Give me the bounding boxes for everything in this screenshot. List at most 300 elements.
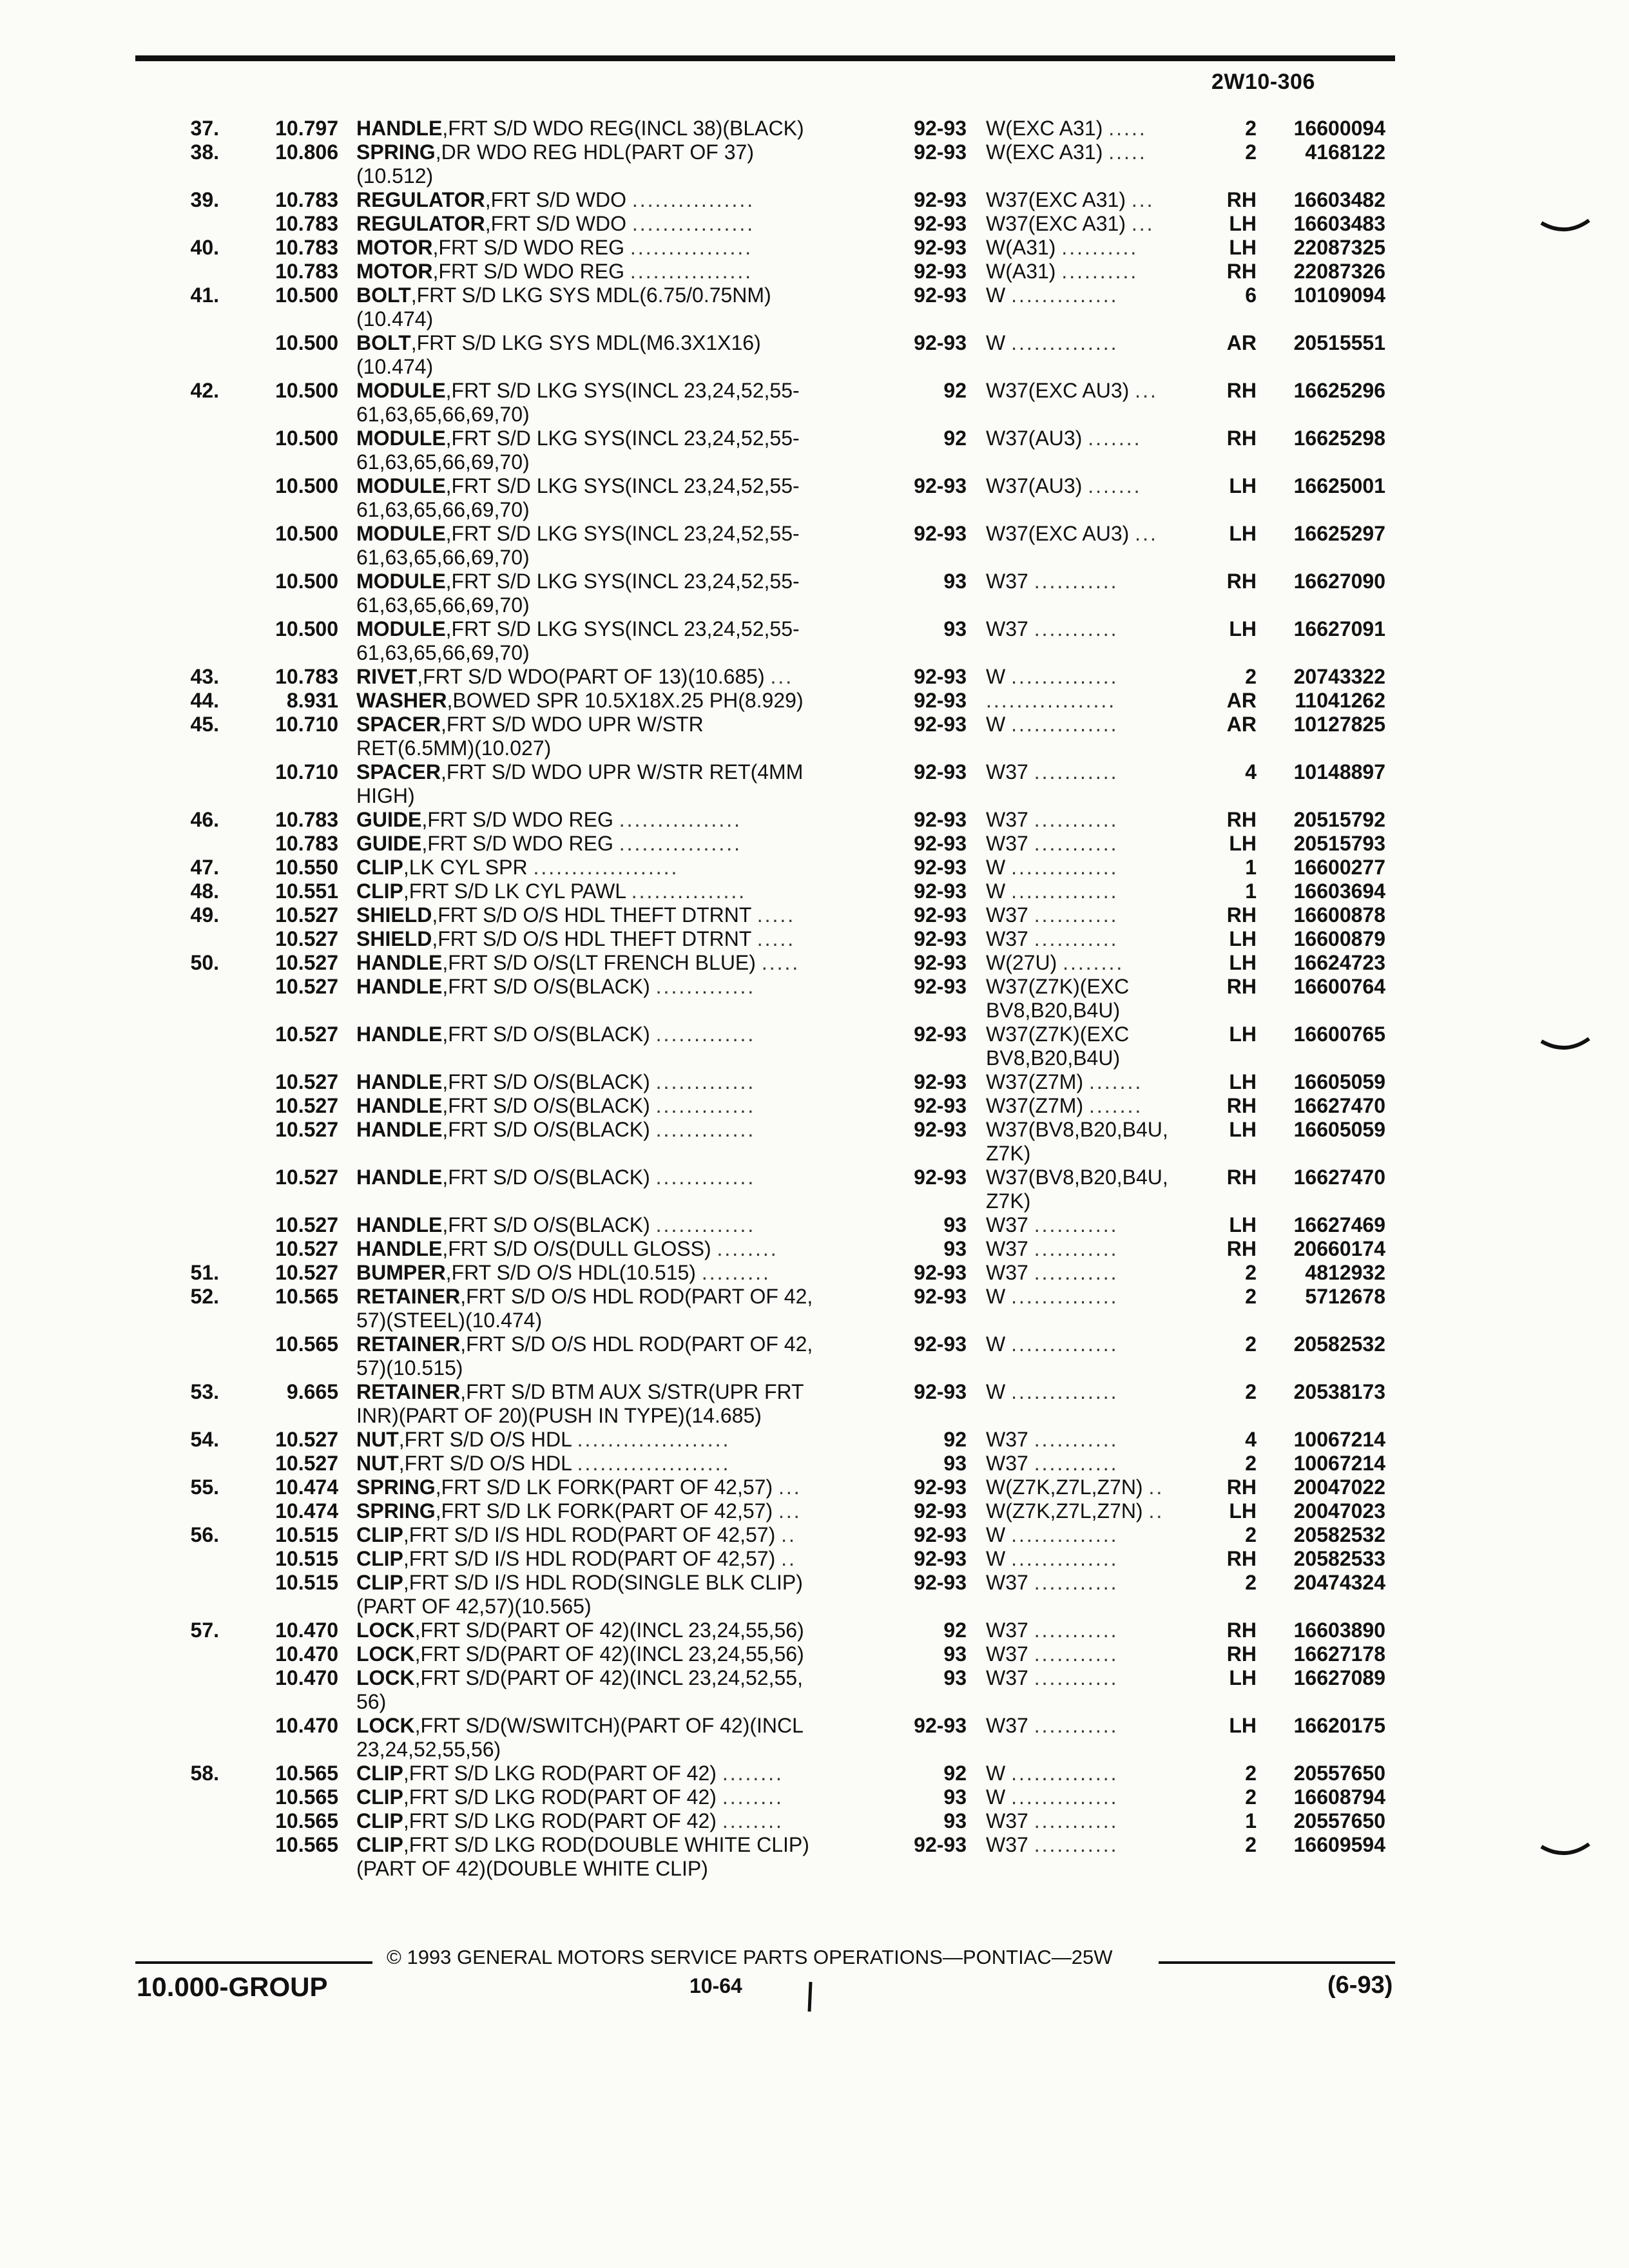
model-year: 92-93	[914, 689, 967, 712]
quantity: LH	[1229, 474, 1257, 497]
part-name: NUT	[356, 1428, 399, 1451]
part-description	[356, 1380, 885, 1403]
leader-dots: ..	[781, 1523, 796, 1546]
model-code: W(Z7K,Z7L,Z7N)	[986, 1499, 1143, 1523]
quantity: 1	[1245, 879, 1257, 903]
leader-dots: .......	[1089, 1094, 1143, 1117]
table-row-continuation	[0, 736, 1629, 760]
leader-dots: ...........	[1034, 808, 1119, 831]
quantity: RH	[1226, 188, 1257, 211]
group-number: 10.527	[275, 927, 338, 950]
part-description	[356, 1213, 885, 1236]
table-row-continuation	[0, 1595, 1629, 1619]
quantity: AR	[1226, 689, 1257, 712]
binder-hole-mark	[1540, 218, 1592, 237]
model-code: W37	[986, 760, 1028, 783]
leader-dots: .............	[655, 1070, 756, 1093]
group-number: 10.470	[275, 1714, 338, 1737]
leader-dots: ...........	[1034, 1213, 1119, 1236]
leader-dots: ........	[1063, 951, 1124, 974]
quantity: RH	[1226, 379, 1257, 402]
part-name: HANDLE	[356, 117, 443, 140]
model-year: 92-93	[914, 1475, 967, 1499]
table-row	[0, 617, 1629, 641]
group-number: 10.527	[275, 1428, 338, 1451]
part-detail: ,FRT S/D O/S(BLACK)	[442, 1118, 650, 1141]
model-year: 92-93	[914, 713, 967, 736]
part-detail: ,FRT S/D WDO	[485, 212, 626, 235]
part-name: SPACER	[356, 713, 441, 736]
part-detail: ,FRT S/D LKG SYS(INCL 23,24,52,55-	[445, 522, 800, 545]
part-detail: ,FRT S/D WDO	[485, 188, 626, 211]
model-usage	[986, 1166, 1205, 1189]
model-code: W37	[986, 1833, 1028, 1856]
table-row	[0, 1428, 1629, 1452]
part-name: HANDLE	[356, 1118, 443, 1141]
part-detail: ,FRT S/D LKG SYS(INCL 23,24,52,55-	[445, 427, 800, 450]
part-description	[356, 903, 885, 927]
table-row	[0, 1833, 1629, 1857]
leader-dots: ..	[1148, 1499, 1164, 1523]
table-row	[0, 236, 1629, 260]
quantity: 4	[1245, 760, 1257, 783]
part-name: HANDLE	[356, 1023, 443, 1046]
part-number: 20557650	[1293, 1762, 1385, 1785]
table-row	[0, 331, 1629, 355]
part-number: 20582532	[1293, 1332, 1385, 1356]
quantity: RH	[1226, 260, 1257, 283]
leader-dots: ....................	[577, 1452, 731, 1475]
table-row	[0, 1571, 1629, 1595]
model-code: W37	[986, 1571, 1028, 1594]
table-row	[0, 1666, 1629, 1690]
part-detail: ,FRT S/D LKG ROD(DOUBLE WHITE CLIP)	[403, 1833, 809, 1856]
part-detail: ,FRT S/D O/S(LT FRENCH BLUE)	[442, 951, 756, 974]
group-number: 10.797	[275, 117, 338, 140]
model-year: 92-93	[914, 140, 967, 164]
part-name: CLIP	[356, 1571, 403, 1594]
part-number: 16600879	[1293, 927, 1385, 950]
leader-dots: ................	[630, 236, 753, 259]
quantity: LH	[1229, 617, 1257, 640]
part-description	[356, 1452, 885, 1475]
model-usage	[986, 975, 1205, 998]
part-detail: ,FRT S/D LKG SYS(INCL 23,24,52,55-	[445, 617, 800, 640]
quantity: LH	[1229, 522, 1257, 545]
part-number: 20582532	[1293, 1523, 1385, 1546]
part-name: MODULE	[356, 617, 446, 640]
part-description	[356, 1475, 885, 1499]
leader-dots: .....	[1108, 117, 1147, 140]
model-usage	[986, 903, 1205, 927]
part-detail: ,FRT S/D LKG SYS(INCL 23,24,52,55-	[445, 379, 800, 402]
part-number: 16608794	[1293, 1785, 1385, 1809]
ink-mark	[804, 1981, 817, 2013]
group-number: 10.565	[275, 1833, 338, 1856]
table-row	[0, 1166, 1629, 1189]
part-name: SPRING	[356, 140, 436, 164]
part-description	[356, 284, 885, 307]
leader-dots: ...	[770, 665, 794, 688]
group-number: 10.527	[275, 951, 338, 974]
part-description: 61,63,65,66,69,70)	[356, 546, 530, 569]
quantity: AR	[1226, 331, 1257, 354]
model-code: W37	[986, 1261, 1028, 1284]
table-row	[0, 1452, 1629, 1475]
leader-dots: ...........	[1034, 617, 1119, 640]
leader-dots: ...........	[1034, 1809, 1119, 1832]
ref-number: 48.	[190, 879, 219, 903]
part-number: 20047023	[1293, 1499, 1385, 1523]
part-description: 61,63,65,66,69,70)	[356, 403, 530, 426]
model-code: W37	[986, 1619, 1028, 1642]
model-code: W37(EXC AU3)	[986, 379, 1130, 402]
table-row	[0, 1714, 1629, 1738]
leader-dots: ...........	[1034, 570, 1119, 593]
table-row	[0, 1380, 1629, 1404]
model-code: W37	[986, 1452, 1028, 1475]
table-row-continuation	[0, 1404, 1629, 1428]
leader-dots: .................	[986, 689, 1117, 712]
model-usage	[986, 713, 1205, 736]
part-description	[356, 1571, 885, 1594]
leader-dots: ...	[778, 1499, 802, 1523]
model-usage	[986, 1833, 1205, 1856]
model-year: 92-93	[914, 117, 967, 140]
part-number: 16627090	[1293, 570, 1385, 593]
part-description: (PART OF 42,57)(10.565)	[356, 1595, 592, 1618]
table-row	[0, 379, 1629, 403]
part-description	[356, 1332, 885, 1356]
ref-number: 45.	[190, 713, 219, 736]
leader-dots: ...........	[1034, 1452, 1119, 1475]
quantity: 2	[1245, 1523, 1257, 1546]
part-name: HANDLE	[356, 1213, 443, 1236]
group-number: 10.565	[275, 1762, 338, 1785]
group-number: 10.470	[275, 1619, 338, 1642]
leader-dots: ...........	[1034, 760, 1119, 783]
model-usage	[986, 1094, 1205, 1117]
part-detail: ,FRT S/D O/S(BLACK)	[442, 1070, 650, 1093]
part-detail: ,FRT S/D WDO REG(INCL 38)(BLACK)	[442, 117, 804, 140]
model-usage	[986, 474, 1205, 497]
part-detail: ,FRT S/D LKG ROD(PART OF 42)	[403, 1785, 717, 1809]
part-number: 10127825	[1293, 713, 1385, 736]
part-name: MODULE	[356, 474, 446, 497]
table-row	[0, 1213, 1629, 1237]
group-number: 10.527	[275, 1070, 338, 1093]
part-description	[356, 856, 885, 879]
model-code: W37(Z7M)	[986, 1094, 1084, 1117]
table-row-continuation	[0, 1690, 1629, 1714]
table-row-continuation	[0, 307, 1629, 331]
model-code: W37(BV8,B20,B4U,	[986, 1118, 1168, 1141]
model-usage	[986, 1428, 1205, 1451]
part-description	[356, 1714, 885, 1737]
part-detail: ,FRT S/D(PART OF 42)(INCL 23,24,55,56)	[414, 1619, 804, 1642]
ref-number: 54.	[190, 1428, 219, 1451]
table-row	[0, 1094, 1629, 1118]
leader-dots: ...........	[1034, 1571, 1119, 1594]
leader-dots: ...	[1135, 379, 1158, 402]
quantity: 6	[1245, 284, 1257, 307]
group-number: 10.474	[275, 1499, 338, 1523]
part-number: 20538173	[1293, 1380, 1385, 1403]
ref-number: 37.	[190, 117, 219, 140]
quantity: LH	[1229, 1118, 1257, 1141]
part-detail: ,FRT S/D LKG SYS MDL(6.75/0.75NM)	[410, 284, 771, 307]
model-code: W37	[986, 1213, 1028, 1236]
part-number: 16627091	[1293, 617, 1385, 640]
leader-dots: ................	[630, 260, 753, 283]
part-detail: ,FRT S/D(W/SWITCH)(PART OF 42)(INCL	[414, 1714, 804, 1737]
model-year: 92-93	[914, 1094, 967, 1117]
part-description	[356, 760, 885, 783]
leader-dots: ................	[631, 188, 755, 211]
part-description	[356, 522, 885, 545]
part-description	[356, 1642, 885, 1666]
group-number: 10.527	[275, 1094, 338, 1117]
part-number: 10148897	[1293, 760, 1385, 783]
model-code: W	[986, 879, 1006, 903]
part-name: CLIP	[356, 1547, 403, 1570]
model-code: W37	[986, 570, 1028, 593]
quantity: 2	[1245, 665, 1257, 688]
model-year: 92-93	[914, 1714, 967, 1737]
table-row	[0, 975, 1629, 999]
leader-dots: ........	[722, 1809, 784, 1832]
part-detail: ,FRT S/D WDO REG	[432, 236, 625, 259]
model-year: 92-93	[914, 879, 967, 903]
model-usage	[986, 689, 1205, 712]
ref-number: 50.	[190, 951, 219, 974]
part-number: 10067214	[1293, 1428, 1385, 1451]
table-row	[0, 713, 1629, 736]
leader-dots: ...................	[533, 856, 679, 879]
ref-number: 41.	[190, 284, 219, 307]
model-usage	[986, 1070, 1205, 1093]
top-rule	[135, 55, 1395, 61]
part-description: 57)(10.515)	[356, 1356, 463, 1379]
ref-number: 53.	[190, 1380, 219, 1403]
model-code: W	[986, 331, 1006, 354]
leader-dots: ................	[619, 832, 742, 855]
quantity: RH	[1226, 1094, 1257, 1117]
group-number: 10.710	[275, 713, 338, 736]
model-year: 93	[943, 1452, 967, 1475]
leader-dots: .....	[757, 927, 796, 950]
model-usage	[986, 570, 1205, 593]
part-number: 16603482	[1293, 188, 1385, 211]
part-name: WASHER	[356, 689, 447, 712]
model-code: W37	[986, 1714, 1028, 1737]
table-row	[0, 903, 1629, 927]
part-number: 4168122	[1305, 140, 1385, 164]
page-code: 2W10-306	[1211, 70, 1315, 94]
quantity: 1	[1245, 1809, 1257, 1832]
model-year: 93	[943, 617, 967, 640]
quantity: LH	[1229, 212, 1257, 235]
quantity: RH	[1226, 1166, 1257, 1189]
part-description	[356, 617, 885, 640]
model-code: W	[986, 1332, 1006, 1356]
model-code: W37(EXC AU3)	[986, 522, 1130, 545]
quantity: 1	[1245, 856, 1257, 879]
table-row	[0, 188, 1629, 212]
table-row	[0, 689, 1629, 713]
model-code: W37	[986, 903, 1028, 927]
group-number: 9.665	[286, 1380, 338, 1403]
leader-dots: ...........	[1034, 1833, 1119, 1856]
group-number: 10.527	[275, 1261, 338, 1284]
part-number: 16603694	[1293, 879, 1385, 903]
part-name: SHIELD	[356, 927, 432, 950]
leader-dots: ...........	[1034, 1666, 1119, 1689]
quantity: RH	[1226, 1237, 1257, 1260]
ref-number: 38.	[190, 140, 219, 164]
ref-number: 52.	[190, 1285, 219, 1308]
model-year: 92-93	[914, 832, 967, 855]
table-row	[0, 1475, 1629, 1499]
model-usage	[986, 665, 1205, 688]
table-row-continuation	[0, 498, 1629, 522]
model-usage: Z7K)	[986, 1142, 1031, 1165]
model-code: W(A31)	[986, 260, 1056, 283]
part-name: REGULATOR	[356, 188, 485, 211]
part-description: HIGH)	[356, 784, 415, 807]
model-usage	[986, 1452, 1205, 1475]
quantity: 2	[1245, 1261, 1257, 1284]
model-year: 92-93	[914, 1523, 967, 1546]
model-year: 92-93	[914, 1332, 967, 1356]
model-code: W	[986, 713, 1006, 736]
part-number: 10067214	[1293, 1452, 1385, 1475]
leader-dots: .............	[655, 1094, 756, 1117]
model-year: 92-93	[914, 331, 967, 354]
part-description	[356, 975, 885, 998]
model-code: W(27U)	[986, 951, 1057, 974]
group-number: 10.565	[275, 1285, 338, 1308]
quantity: 2	[1245, 1452, 1257, 1475]
part-name: REGULATOR	[356, 212, 485, 235]
leader-dots: ..............	[1011, 1785, 1119, 1809]
part-description	[356, 927, 885, 950]
model-code: W37(Z7K)(EXC	[986, 975, 1130, 998]
part-number: 20047022	[1293, 1475, 1385, 1499]
model-year: 92-93	[914, 951, 967, 974]
table-row	[0, 1762, 1629, 1785]
model-usage	[986, 1023, 1205, 1046]
model-year: 92-93	[914, 1070, 967, 1093]
part-name: BOLT	[356, 331, 411, 354]
part-description	[356, 1118, 885, 1141]
group-number: 10.500	[275, 617, 338, 640]
part-description	[356, 951, 885, 974]
ref-number: 49.	[190, 903, 219, 927]
part-description	[356, 1166, 885, 1189]
part-number: 20660174	[1293, 1237, 1385, 1260]
quantity: 2	[1245, 1571, 1257, 1594]
leader-dots: ..	[781, 1547, 796, 1570]
table-row	[0, 951, 1629, 975]
group-label: 10.000-GROUP	[137, 1972, 328, 2002]
model-usage	[986, 1523, 1205, 1546]
quantity: 4	[1245, 1428, 1257, 1451]
part-number: 16627178	[1293, 1642, 1385, 1666]
part-detail: ,FRT S/D(PART OF 42)(INCL 23,24,52,55,	[414, 1666, 803, 1689]
part-description: 57)(STEEL)(10.474)	[356, 1309, 543, 1332]
ref-number: 42.	[190, 379, 219, 402]
part-description: (10.474)	[356, 355, 434, 378]
table-row	[0, 832, 1629, 856]
quantity: LH	[1229, 832, 1257, 855]
part-description	[356, 1428, 885, 1451]
model-usage	[986, 617, 1205, 640]
part-detail: ,FRT S/D WDO REG	[421, 832, 613, 855]
model-usage	[986, 1547, 1205, 1570]
part-name: MODULE	[356, 427, 446, 450]
group-number: 10.500	[275, 427, 338, 450]
ref-number: 43.	[190, 665, 219, 688]
table-row-continuation	[0, 999, 1629, 1023]
part-name: MOTOR	[356, 260, 433, 283]
quantity: RH	[1226, 1619, 1257, 1642]
model-code: W37	[986, 1642, 1028, 1666]
model-code: W	[986, 856, 1006, 879]
model-year: 92-93	[914, 188, 967, 211]
table-row	[0, 1261, 1629, 1285]
part-description	[356, 212, 885, 235]
part-name: LOCK	[356, 1642, 415, 1666]
part-description: 61,63,65,66,69,70)	[356, 593, 530, 617]
table-row	[0, 1285, 1629, 1309]
group-number: 10.710	[275, 760, 338, 783]
part-description	[356, 1833, 885, 1856]
part-description	[356, 1547, 885, 1570]
group-number: 10.551	[275, 879, 338, 903]
model-code: W37(EXC A31)	[986, 188, 1126, 211]
quantity: LH	[1229, 1499, 1257, 1523]
part-description	[356, 1285, 885, 1308]
part-number: 20474324	[1293, 1571, 1385, 1594]
part-detail: ,FRT S/D O/S(DULL GLOSS)	[442, 1237, 711, 1260]
quantity: 2	[1245, 1785, 1257, 1809]
part-detail: ,FRT S/D LKG SYS(INCL 23,24,52,55-	[445, 474, 800, 497]
group-number: 10.500	[275, 284, 338, 307]
table-row	[0, 1523, 1629, 1547]
part-number: 16609594	[1293, 1833, 1385, 1856]
ref-number: 57.	[190, 1619, 219, 1642]
table-row	[0, 284, 1629, 307]
quantity: 2	[1245, 117, 1257, 140]
leader-dots: ...........	[1034, 927, 1119, 950]
part-number: 16600878	[1293, 903, 1385, 927]
model-usage	[986, 1642, 1205, 1666]
model-code: W37	[986, 617, 1028, 640]
model-year: 92-93	[914, 1380, 967, 1403]
part-detail: ,FRT S/D LKG ROD(PART OF 42)	[403, 1809, 717, 1832]
part-description	[356, 1023, 885, 1046]
leader-dots: ...........	[1034, 1714, 1119, 1737]
leader-dots: .............	[655, 1118, 756, 1141]
group-number: 10.565	[275, 1809, 338, 1832]
part-description	[356, 665, 885, 688]
part-description	[356, 1666, 885, 1689]
leader-dots: ..	[1148, 1475, 1164, 1499]
model-code: W37	[986, 927, 1028, 950]
leader-dots: .........	[701, 1261, 771, 1284]
model-year: 92-93	[914, 474, 967, 497]
